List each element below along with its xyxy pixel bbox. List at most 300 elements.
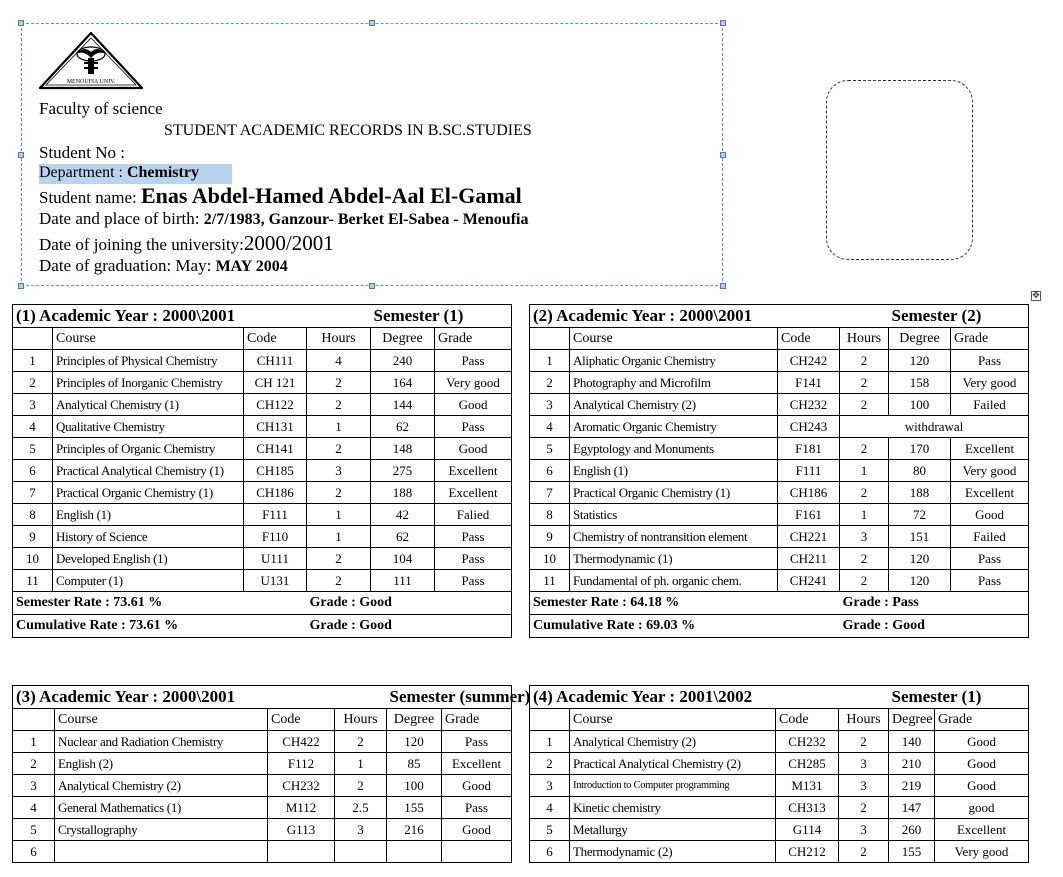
grade: Pass — [442, 797, 512, 819]
joining-value: 2000/2001 — [243, 231, 334, 255]
course-code: CH211 — [778, 548, 840, 570]
grade: Pass — [435, 548, 512, 570]
header-course: Course — [55, 709, 268, 731]
degree: 85 — [387, 753, 442, 775]
row-number: 8 — [530, 504, 570, 526]
course-code: F111 — [778, 460, 840, 482]
grade: Very good — [935, 841, 1029, 863]
header-degree: Degree — [889, 709, 935, 731]
header-hours: Hours — [307, 328, 371, 350]
hours: 2 — [307, 482, 371, 504]
row-number: 4 — [13, 416, 53, 438]
row-number: 11 — [530, 570, 570, 592]
records-table-3 — [12, 685, 531, 863]
department-label: Department : — [39, 164, 127, 181]
row-number: 5 — [13, 438, 53, 460]
hours: 2 — [840, 570, 889, 592]
header-grade: Grade — [951, 328, 1029, 350]
grade: Good — [442, 819, 512, 841]
hours: 3 — [840, 526, 889, 548]
grade — [442, 841, 512, 863]
course-code: F161 — [778, 504, 840, 526]
row-number: 4 — [530, 797, 570, 819]
table-row — [530, 460, 1029, 482]
table-row — [13, 775, 512, 797]
row-number: 1 — [13, 731, 55, 753]
hours: 1 — [840, 460, 889, 482]
hours: 1 — [840, 504, 889, 526]
degree: 260 — [889, 819, 935, 841]
degree: 188 — [371, 482, 435, 504]
course-name: Analytical Chemistry (2) — [55, 775, 268, 797]
degree: 188 — [889, 482, 951, 504]
course-name: Analytical Chemistry (2) — [570, 394, 778, 416]
course-name: Crystallography — [55, 819, 268, 841]
row-number: 1 — [530, 731, 570, 753]
department-value: Chemistry — [126, 164, 199, 181]
course-code: G113 — [268, 819, 335, 841]
resize-handle-bottom-right[interactable] — [720, 283, 726, 289]
hours: 1 — [335, 753, 387, 775]
degree: 158 — [889, 372, 951, 394]
course-name: Aliphatic Organic Chemistry — [570, 350, 778, 372]
course-code: CH232 — [268, 775, 335, 797]
degree: 104 — [371, 548, 435, 570]
course-name: Statistics — [570, 504, 778, 526]
hours: 1 — [307, 416, 371, 438]
degree: 120 — [889, 570, 951, 592]
hours: 2 — [840, 482, 889, 504]
degree: 144 — [371, 394, 435, 416]
grade: Excellent — [951, 438, 1029, 460]
degree: 80 — [889, 460, 951, 482]
table-row — [13, 460, 512, 482]
grade: Pass — [435, 570, 512, 592]
row-number: 2 — [530, 372, 570, 394]
header-code: Code — [244, 328, 307, 350]
degree: 42 — [371, 504, 435, 526]
row-number: 8 — [13, 504, 53, 526]
table-row — [530, 819, 1029, 841]
table-row — [530, 841, 1029, 863]
course-code: F112 — [268, 753, 335, 775]
course-code: F181 — [778, 438, 840, 460]
course-code: M131 — [776, 775, 839, 797]
header-code: Code — [268, 709, 335, 731]
course-code: CH243 — [778, 416, 840, 438]
course-name: Kinetic chemistry — [570, 797, 776, 819]
cumulative-grade: Grade : Good — [307, 615, 512, 638]
table-row — [530, 504, 1029, 526]
table-row — [530, 548, 1029, 570]
academic-year-label: (4) Academic Year : 2001\2002 — [530, 686, 889, 709]
row-number: 6 — [13, 841, 55, 863]
grade: Very good — [951, 460, 1029, 482]
cumulative-grade: Grade : Good — [840, 615, 1029, 638]
table-row — [13, 394, 512, 416]
hours: 2 — [335, 731, 387, 753]
course-name: Aromatic Organic Chemistry — [570, 416, 778, 438]
student-name-value: Enas Abdel-Hamed Abdel-Aal El-Gamal — [140, 183, 522, 208]
logo-text: MENOUFIA UNIV. — [66, 79, 116, 85]
degree: 147 — [889, 797, 935, 819]
table-row — [530, 394, 1029, 416]
grade: Pass — [951, 548, 1029, 570]
row-number: 2 — [530, 753, 570, 775]
grade: good — [935, 797, 1029, 819]
course-code: F110 — [244, 526, 307, 548]
birth-value: 2/7/1983, Ganzour- Berket El-Sabea - Menoufia — [203, 211, 529, 228]
degree: 72 — [889, 504, 951, 526]
grade: Pass — [435, 416, 512, 438]
table-row — [13, 350, 512, 372]
course-name: Practical Organic Chemistry (1) — [570, 482, 778, 504]
course-code: CH285 — [776, 753, 839, 775]
resize-handle-bottom-center[interactable] — [369, 283, 375, 289]
course-name: Metallurgy — [570, 819, 776, 841]
row-number: 1 — [530, 350, 570, 372]
course-code: CH131 — [244, 416, 307, 438]
degree: 62 — [371, 526, 435, 548]
course-code: CH232 — [776, 731, 839, 753]
degree: 111 — [371, 570, 435, 592]
grade: Good — [935, 731, 1029, 753]
table-row — [530, 350, 1029, 372]
grade: Pass — [442, 731, 512, 753]
hours: 2 — [307, 548, 371, 570]
degree: 100 — [387, 775, 442, 797]
degree: 120 — [889, 548, 951, 570]
table-row — [530, 570, 1029, 592]
course-code: CH221 — [778, 526, 840, 548]
course-name: Thermodynamic (2) — [570, 841, 776, 863]
course-code — [268, 841, 335, 863]
hours: 3 — [839, 775, 889, 797]
document-title: STUDENT ACADEMIC RECORDS IN B.SC.STUDIES — [164, 122, 532, 139]
course-code: CH122 — [244, 394, 307, 416]
row-number: 2 — [13, 372, 53, 394]
degree: 100 — [889, 394, 951, 416]
degree: 219 — [889, 775, 935, 797]
row-number: 9 — [530, 526, 570, 548]
hours: 2 — [840, 372, 889, 394]
row-number: 4 — [13, 797, 55, 819]
course-name: Principles of Inorganic Chemistry — [53, 372, 244, 394]
course-code: CH232 — [778, 394, 840, 416]
table-row — [13, 548, 512, 570]
grade: Pass — [951, 570, 1029, 592]
course-name: Fundamental of ph. organic chem. — [570, 570, 778, 592]
degree: 120 — [387, 731, 442, 753]
hours: 1 — [307, 526, 371, 548]
hours: 2 — [839, 797, 889, 819]
degree: 151 — [889, 526, 951, 548]
course-code: U131 — [244, 570, 307, 592]
table-row — [530, 416, 1029, 438]
semester-label: Semester (summer) — [387, 686, 512, 709]
semester-label: Semester (1) — [889, 686, 1029, 709]
course-code: F111 — [244, 504, 307, 526]
course-name: Practical Organic Chemistry (1) — [53, 482, 244, 504]
course-code: CH313 — [776, 797, 839, 819]
degree: 120 — [889, 350, 951, 372]
semester-grade: Grade : Good — [307, 592, 512, 615]
course-name: Qualitative Chemistry — [53, 416, 244, 438]
table-row — [530, 731, 1029, 753]
grade: Good — [951, 504, 1029, 526]
course-name: Principles of Physical Chemistry — [53, 350, 244, 372]
row-number: 5 — [530, 819, 570, 841]
course-name: Computer (1) — [53, 570, 244, 592]
resize-handle-top-center[interactable] — [369, 20, 375, 26]
student-number-label: Student No : — [39, 143, 125, 162]
degree: 210 — [889, 753, 935, 775]
grade: Good — [435, 438, 512, 460]
course-name: Practical Analytical Chemistry (1) — [53, 460, 244, 482]
table-body — [530, 731, 1029, 863]
grade: Falied — [435, 504, 512, 526]
header-degree: Degree — [889, 328, 951, 350]
hours: 2 — [839, 841, 889, 863]
records-table-1 — [12, 304, 512, 638]
hours: 2 — [307, 394, 371, 416]
table-row — [13, 482, 512, 504]
birth-label: Date and place of birth: — [39, 209, 204, 228]
course-name: Photography and Microfilm — [570, 372, 778, 394]
row-number: 11 — [13, 570, 53, 592]
academic-year-label: (1) Academic Year : 2000\2001 — [13, 305, 371, 328]
degree: 164 — [371, 372, 435, 394]
hours: 2.5 — [335, 797, 387, 819]
table-row — [530, 753, 1029, 775]
row-number: 3 — [13, 775, 55, 797]
degree — [387, 841, 442, 863]
table-row — [13, 504, 512, 526]
degree: 155 — [889, 841, 935, 863]
grade: Good — [435, 394, 512, 416]
header-hours: Hours — [335, 709, 387, 731]
table-row — [530, 482, 1029, 504]
course-name — [55, 841, 268, 863]
course-code: M112 — [268, 797, 335, 819]
table-row — [13, 438, 512, 460]
course-name: Thermodynamic (1) — [570, 548, 778, 570]
table-body — [13, 731, 512, 863]
hours: 2 — [307, 438, 371, 460]
course-name: Egyptology and Monuments — [570, 438, 778, 460]
row-number: 2 — [13, 753, 55, 775]
course-name: English (1) — [53, 504, 244, 526]
hours: 3 — [307, 460, 371, 482]
course-name: General Mathematics (1) — [55, 797, 268, 819]
table-row — [13, 841, 512, 863]
degree: 140 — [889, 731, 935, 753]
grade: Failed — [951, 394, 1029, 416]
row-number: 3 — [530, 775, 570, 797]
row-number: 4 — [530, 416, 570, 438]
row-number: 9 — [13, 526, 53, 548]
course-name: Developed English (1) — [53, 548, 244, 570]
resize-handle-bottom-left[interactable] — [18, 283, 24, 289]
table-body — [530, 350, 1029, 592]
grade: Good — [442, 775, 512, 797]
row-number: 6 — [530, 460, 570, 482]
table-row — [530, 438, 1029, 460]
row-number: 10 — [530, 548, 570, 570]
header-grade: Grade — [442, 709, 512, 731]
grade: Very good — [435, 372, 512, 394]
academic-year-label: (2) Academic Year : 2000\2001 — [530, 305, 889, 328]
student-name-line — [39, 183, 522, 209]
table-row — [13, 526, 512, 548]
photo-placeholder — [826, 80, 973, 260]
table-row — [13, 819, 512, 841]
hours: 2 — [307, 372, 371, 394]
course-code: CH186 — [778, 482, 840, 504]
header-course: Course — [570, 709, 776, 731]
course-code: CH141 — [244, 438, 307, 460]
academic-year-label: (3) Academic Year : 2000\2001 — [13, 686, 387, 709]
graduation-value: MAY 2004 — [215, 258, 288, 275]
course-name: Introduction to Computer programming — [570, 775, 776, 797]
table-row — [13, 753, 512, 775]
cumulative-rate: Cumulative Rate : 69.03 % — [530, 615, 840, 638]
hours: 2 — [335, 775, 387, 797]
course-name: Analytical Chemistry (2) — [570, 731, 776, 753]
records-table-4 — [529, 685, 1029, 863]
hours: 3 — [839, 819, 889, 841]
hours: 2 — [840, 394, 889, 416]
hours: 2 — [840, 438, 889, 460]
row-number: 5 — [530, 438, 570, 460]
row-number: 10 — [13, 548, 53, 570]
grade: Very good — [951, 372, 1029, 394]
grade: Good — [935, 775, 1029, 797]
semester-label: Semester (1) — [371, 305, 512, 328]
hours: 1 — [307, 504, 371, 526]
header-degree: Degree — [387, 709, 442, 731]
degree: 216 — [387, 819, 442, 841]
header-grade: Grade — [435, 328, 512, 350]
table-row — [13, 731, 512, 753]
grade: Failed — [951, 526, 1029, 548]
row-number: 5 — [13, 819, 55, 841]
degree: 62 — [371, 416, 435, 438]
cumulative-rate: Cumulative Rate : 73.61 % — [13, 615, 307, 638]
resize-handle-middle-right[interactable] — [720, 152, 726, 158]
table-row — [13, 797, 512, 819]
semester-rate: Semester Rate : 73.61 % — [13, 592, 307, 615]
table-move-handle-icon[interactable]: ✥ — [1032, 291, 1040, 301]
semester-grade: Grade : Pass — [840, 592, 1029, 615]
grade: Excellent — [951, 482, 1029, 504]
student-name-label: Student name: — [39, 188, 141, 207]
semester-rate: Semester Rate : 64.18 % — [530, 592, 840, 615]
course-code: CH186 — [244, 482, 307, 504]
department-line[interactable] — [39, 164, 232, 184]
resize-handle-middle-left[interactable] — [18, 152, 24, 158]
course-code: CH422 — [268, 731, 335, 753]
header-grade: Grade — [935, 709, 1029, 731]
grade: Excellent — [935, 819, 1029, 841]
table-row — [13, 372, 512, 394]
course-name: Chemistry of nontransition element — [570, 526, 778, 548]
row-number: 7 — [530, 482, 570, 504]
course-code: CH212 — [776, 841, 839, 863]
header-code: Code — [776, 709, 839, 731]
course-name: Practical Analytical Chemistry (2) — [570, 753, 776, 775]
hours: 3 — [335, 819, 387, 841]
course-code: CH111 — [244, 350, 307, 372]
grade: Pass — [951, 350, 1029, 372]
hours — [335, 841, 387, 863]
course-name: Principles of Organic Chemistry — [53, 438, 244, 460]
course-name: English (2) — [55, 753, 268, 775]
row-number: 7 — [13, 482, 53, 504]
grade: Pass — [435, 350, 512, 372]
course-code: CH 121 — [244, 372, 307, 394]
grade: Pass — [435, 526, 512, 548]
row-number: 6 — [13, 460, 53, 482]
resize-handle-top-left[interactable] — [18, 20, 24, 26]
course-code: U111 — [244, 548, 307, 570]
row-number: 3 — [13, 394, 53, 416]
semester-label: Semester (2) — [889, 305, 1029, 328]
header-degree: Degree — [371, 328, 435, 350]
hours: 2 — [839, 731, 889, 753]
grade: Excellent — [435, 482, 512, 504]
graduation-line — [39, 256, 288, 276]
hours: 3 — [839, 753, 889, 775]
hours: 4 — [307, 350, 371, 372]
row-number: 1 — [13, 350, 53, 372]
header-hours: Hours — [840, 328, 889, 350]
course-code: F141 — [778, 372, 840, 394]
header-course: Course — [570, 328, 778, 350]
table-row — [530, 775, 1029, 797]
table-row — [530, 526, 1029, 548]
course-code: CH241 — [778, 570, 840, 592]
degree: 240 — [371, 350, 435, 372]
resize-handle-top-right[interactable] — [720, 20, 726, 26]
birth-line — [39, 209, 528, 229]
table-row — [13, 570, 512, 592]
hours: 2 — [307, 570, 371, 592]
table-row — [13, 416, 512, 438]
header-hours: Hours — [839, 709, 889, 731]
hours: 2 — [840, 350, 889, 372]
table-row — [530, 372, 1029, 394]
graduation-label: Date of graduation: May: — [39, 256, 216, 275]
grade: Good — [935, 753, 1029, 775]
header-code: Code — [778, 328, 840, 350]
course-name: Analytical Chemistry (1) — [53, 394, 244, 416]
status-withdrawal: withdrawal — [840, 416, 1029, 438]
course-code: CH242 — [778, 350, 840, 372]
joining-label: Date of joining the university: — [39, 235, 244, 254]
table-body — [13, 350, 512, 592]
grade: Excellent — [442, 753, 512, 775]
degree: 275 — [371, 460, 435, 482]
course-name: History of Science — [53, 526, 244, 548]
records-table-2 — [529, 304, 1029, 638]
degree: 170 — [889, 438, 951, 460]
joining-line — [39, 231, 334, 256]
faculty-name: Faculty of science — [39, 99, 163, 118]
degree: 148 — [371, 438, 435, 460]
header-course: Course — [53, 328, 244, 350]
row-number: 3 — [530, 394, 570, 416]
